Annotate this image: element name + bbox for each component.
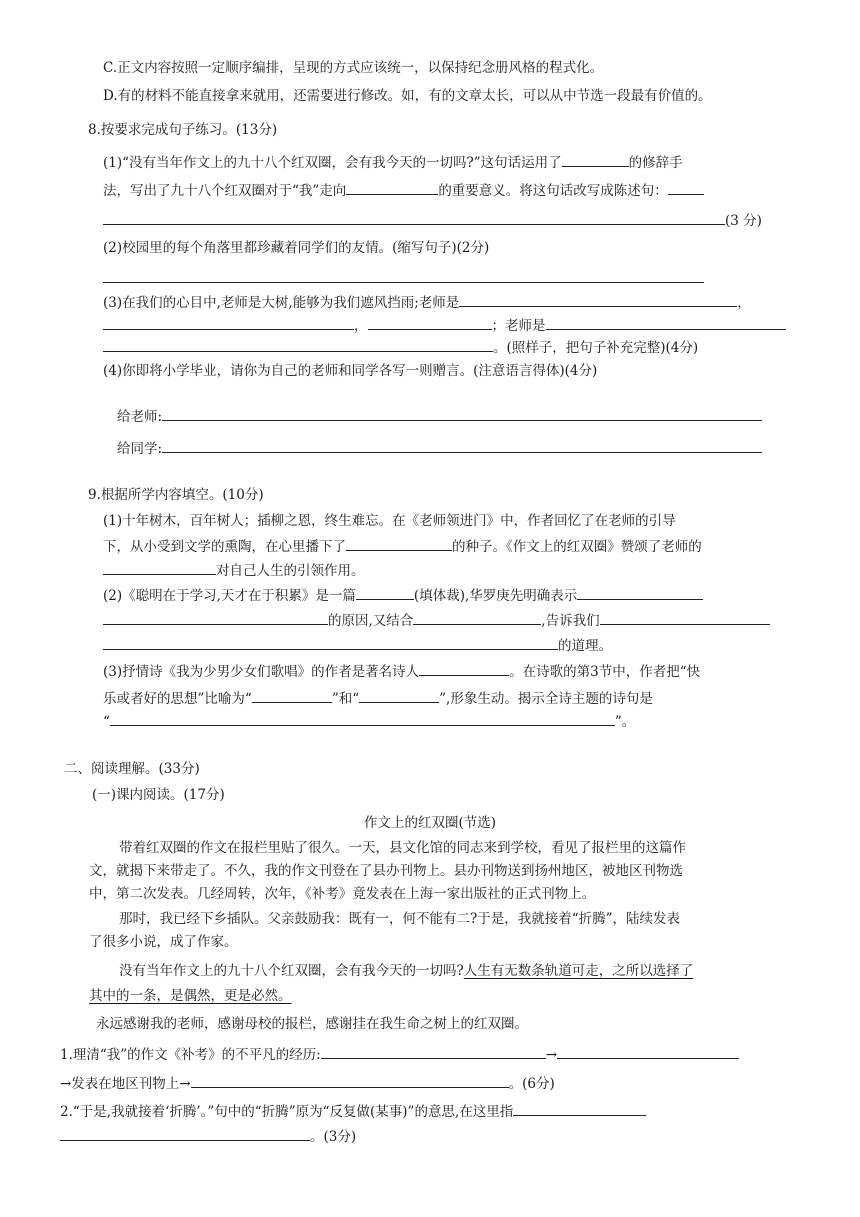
passage-p2-line1: 那时，我已经下乡插队。父亲鼓励我：既有一，何不能有二?于是，我就接着“折腾”，陆续发表 — [119, 911, 681, 927]
answer-blank[interactable] — [191, 1073, 509, 1088]
answer-blank[interactable] — [513, 1101, 646, 1116]
q9-1-line2: 下，从小受到文学的熏陶，在心里播下了 的种子。《作文上的红双圈》赞颂了老师的 — [103, 536, 702, 556]
question-8-heading: 8.按要求完成句子练习。(13分) — [88, 122, 278, 138]
q8-4-classmate: 给同学: — [117, 438, 762, 458]
section-2-1-heading: (一)课内阅读。(17分) — [92, 787, 225, 803]
option-c: C.正文内容按照一定顺序编排，呈现的方式应该统一，以保持纪念册风格的程式化。 — [103, 60, 604, 76]
answer-blank[interactable] — [103, 210, 725, 225]
q8-4-teacher: 给老师: — [117, 406, 762, 426]
answer-blank[interactable] — [459, 292, 737, 307]
passage-p1-line3: 中，第二次发表。几经周转，次年，《补考》竟发表在上海一家出版社的正式刊物上。 — [89, 886, 596, 902]
option-d: D.有的材料不能直接拿来就用，还需要进行修改。如，有的文章太长，可以从中节选一段最有价值的。 — [103, 88, 712, 104]
answer-blank[interactable] — [356, 585, 414, 600]
q9-2-line1: (2)《聪明在于学习,天才在于积累》是一篇 (填体裁),华罗庚先明确表示 — [103, 585, 703, 605]
q9-3-line2: 乐或者好的思想”比喻为“ ”和“ ”,形象生动。揭示全诗主题的诗句是 — [103, 688, 653, 708]
answer-blank[interactable] — [546, 315, 786, 330]
passage-p1-line1: 带着红双圈的作文在报栏里贴了很久。一天，县文化馆的同志来到学校，看见了报栏里的这篇作 — [119, 840, 686, 856]
answer-blank[interactable] — [103, 268, 704, 283]
answer-blank[interactable] — [577, 585, 703, 600]
q9-1-line3: 对自己人生的引领作用。 — [103, 560, 365, 580]
reading-q1-line2: →发表在地区刊物上→ 。(6分) — [60, 1073, 555, 1093]
answer-blank[interactable] — [368, 315, 492, 330]
answer-blank[interactable] — [321, 1044, 546, 1059]
q9-3-line3: “ ”。 — [103, 711, 635, 731]
answer-blank[interactable] — [103, 337, 493, 352]
answer-blank[interactable] — [600, 610, 770, 625]
passage-p3-line2 — [89, 987, 292, 1005]
answer-blank[interactable] — [103, 635, 558, 650]
passage-p4: 永远感谢我的老师，感谢母校的报栏，感谢挂在我生命之树上的红双圈。 — [96, 1016, 528, 1032]
q9-1-line1: (1)十年树木，百年树人；插柳之恩，终生难忘。在《老师领进门》中，作者回忆了在老师的引导 — [103, 513, 676, 529]
answer-blank[interactable] — [103, 610, 328, 625]
q8-3-line2: ， ；老师是 — [103, 315, 786, 335]
q8-2-prompt: (2)校园里的每个角落里都珍藏着同学们的友情。(缩写句子)(2分) — [103, 240, 490, 256]
q8-1-line3: (3 分) — [103, 210, 762, 230]
answer-blank[interactable] — [668, 180, 704, 195]
q8-3-line1: (3)在我们的心目中,老师是大树,能够为我们遮风挡雨;老师是 ， — [103, 292, 751, 312]
reading-q2-line1: 2.“于是,我就接着‘折腾’。”句中的“折腾”原为“反复做(某事)”的意思,在这里指 — [60, 1101, 646, 1121]
underlined-sentence: 人生有无数条轨道可走，之所以选择了 — [463, 963, 694, 979]
answer-blank[interactable] — [103, 315, 354, 330]
q8-1-line1: (1)“没有当年作文上的九十八个红双圈，会有我今天的一切吗?”这句话运用了 的修辞手 — [103, 152, 683, 172]
q8-3-line3: 。(照样子，把句子补充完整)(4分) — [103, 337, 698, 357]
passage-p1-line2: 文，就揭下来带走了。不久，我的作文刊登在了县办刊物上。县办刊物送到扬州地区，被地区刊物选 — [89, 863, 683, 879]
q9-2-line2: 的原因,又结合 ,告诉我们 — [103, 610, 770, 630]
answer-blank[interactable] — [110, 711, 615, 726]
answer-blank[interactable] — [413, 610, 541, 625]
section-2-heading: 二、阅读理解。(33分) — [64, 761, 200, 777]
answer-blank[interactable] — [562, 152, 629, 167]
answer-blank[interactable] — [252, 688, 332, 703]
classmate-message-field[interactable] — [162, 438, 762, 453]
question-9-heading: 9.根据所学内容填空。(10分) — [88, 487, 264, 503]
answer-blank[interactable] — [346, 536, 452, 551]
passage-p3-line1: 没有当年作文上的九十八个红双圈，会有我今天的一切吗?人生有无数条轨道可走，之所以选择了 — [119, 963, 694, 979]
passage-p2-line2: 了很多小说，成了作家。 — [89, 934, 238, 950]
q8-1-line2: 法，写出了九十八个红双圈对于“我”走向 的重要意义。将这句话改写成陈述句： — [103, 180, 704, 200]
answer-blank[interactable] — [557, 1044, 739, 1059]
answer-blank[interactable] — [359, 688, 439, 703]
answer-blank[interactable] — [60, 1126, 310, 1141]
q8-2-answer — [103, 268, 704, 288]
reading-q2-line2: 。(3分) — [60, 1126, 356, 1146]
q8-4-prompt: (4)你即将小学毕业，请你为自己的老师和同学各写一则赠言。(注意语言得体)(4分) — [103, 363, 598, 379]
answer-blank[interactable] — [346, 180, 438, 195]
passage-title: 作文上的红双圈(节选) — [363, 815, 497, 831]
underlined-sentence: 其中的一条，是偶然，更是必然。 — [89, 988, 292, 1004]
answer-blank[interactable] — [103, 560, 216, 575]
q9-3-line1: (3)抒情诗《我为少男少女们歌唱》的作者是著名诗人 。在诗歌的第3节中，作者把“快 — [103, 661, 700, 681]
teacher-message-field[interactable] — [162, 406, 762, 421]
answer-blank[interactable] — [419, 661, 509, 676]
reading-q1-line1: 1.理清“我”的作文《补考》的不平凡的经历: → — [60, 1044, 739, 1064]
q9-2-line3: 的道理。 — [103, 635, 612, 655]
